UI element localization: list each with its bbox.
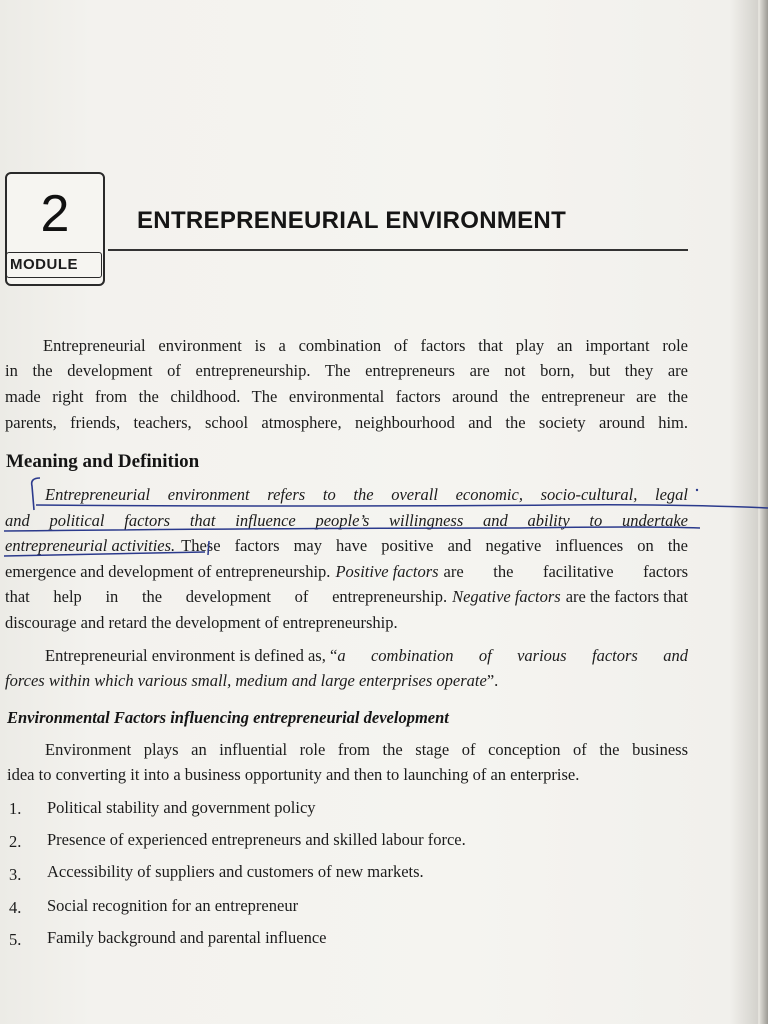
definition-line-1-a: Entrepreneurial environment is defined as, “	[45, 646, 338, 665]
meaning-line-5-b: Negative factors	[452, 587, 561, 606]
module-number: 2	[40, 185, 70, 243]
module-label: MODULE	[10, 256, 78, 273]
meaning-line-1: Entrepreneurial environment refers to the overall economic, socio-cultural, legal	[45, 485, 688, 504]
meaning-line-4-a: emergence and development of entrepreneurship.	[5, 562, 331, 581]
intro-line-2: in the development of entrepreneurship. The entrepreneurs are not born, but they are	[5, 361, 688, 380]
meaning-line-6: discourage and retard the development of entrepreneurship.	[5, 613, 398, 632]
factor-item: Presence of experienced entrepreneurs and skilled labour force.	[47, 830, 466, 849]
meaning-line-4	[5, 562, 688, 582]
factor-number: 4.	[9, 898, 22, 917]
meaning-line-3-rest: These factors may have positive and negative influences on the	[181, 536, 688, 555]
factor-item: Political stability and government policy	[47, 798, 316, 817]
pen-dot	[696, 489, 698, 491]
meaning-line-4-b: Positive factors	[335, 562, 439, 581]
definition-line-1-b: a combination of various factors and	[337, 646, 688, 665]
intro-line-4: parents, friends, teachers, school atmosphere, neighbourhood and the society around him.	[5, 413, 688, 432]
factor-item: Family background and parental influence	[47, 928, 327, 947]
pen-underline-1	[36, 505, 768, 508]
meaning-line-3	[5, 536, 688, 556]
factor-item: Accessibility of suppliers and customers of new markets.	[47, 862, 424, 881]
factor-number: 2.	[9, 832, 22, 851]
definition-line-1	[45, 646, 688, 666]
meaning-line-5-c: are the factors that	[565, 587, 688, 606]
meaning-line-2: and political factors that influence people’s willingness and ability to undertake	[5, 511, 688, 530]
meaning-line-3-italic: entrepreneurial activities.	[5, 536, 176, 555]
meaning-line-5	[5, 587, 688, 607]
definition-line-2-b: ”.	[486, 671, 499, 690]
factor-number: 5.	[9, 930, 22, 949]
meaning-line-4-c: are the facilitative factors	[443, 562, 688, 581]
factors-heading: Environmental Factors influencing entrepreneurial development	[7, 708, 449, 727]
definition-line-2	[5, 671, 498, 691]
factor-number: 1.	[9, 799, 22, 818]
meaning-line-5-a: that help in the development of entrepreneurship.	[5, 587, 448, 606]
factor-item: Social recognition for an entrepreneur	[47, 896, 299, 915]
chapter-title: ENTREPRENEURIAL ENVIRONMENT	[137, 207, 567, 234]
definition-line-2-a: forces within which various small, medium and large enterprises operate	[5, 671, 487, 690]
meaning-heading: Meaning and Definition	[6, 451, 200, 472]
pen-bracket-mark	[32, 478, 40, 510]
page-edge-shadow	[758, 0, 760, 1024]
factor-number: 3.	[9, 865, 22, 884]
intro-line-1: Entrepreneurial environment is a combination of factors that play an important role	[43, 336, 688, 355]
page-edge	[760, 0, 768, 1024]
title-rule	[108, 249, 688, 251]
factors-line-2: idea to converting it into a business opportunity and then to launching of an enterprise.	[7, 765, 580, 784]
intro-line-3: made right from the childhood. The environmental factors around the entrepreneur are the	[5, 387, 688, 406]
factors-line-1: Environment plays an influential role from the stage of conception of the business	[45, 740, 688, 759]
